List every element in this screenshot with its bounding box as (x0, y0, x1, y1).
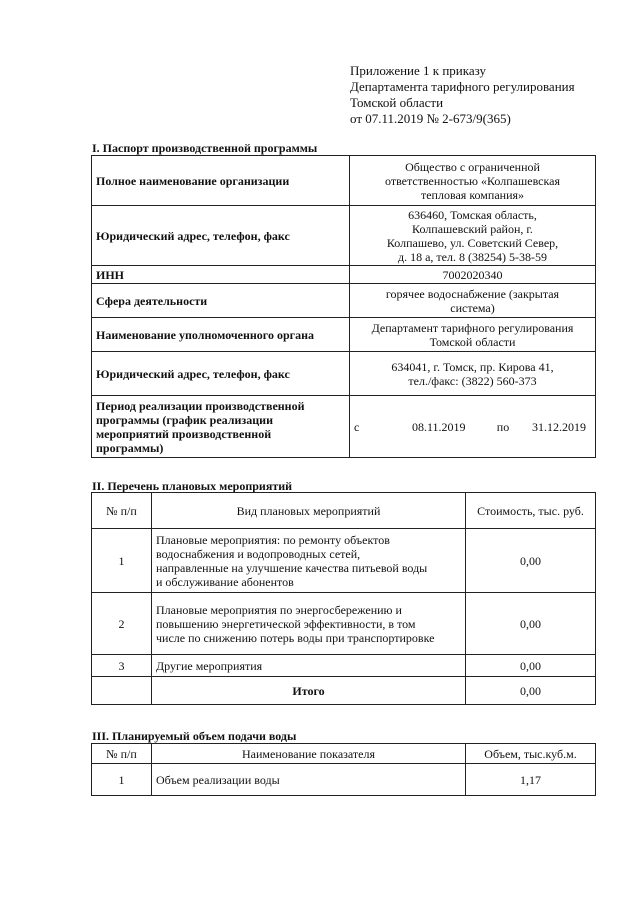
row-label: Полное наименование организации (92, 156, 350, 206)
row-description (152, 529, 466, 593)
table-row (92, 529, 596, 593)
label-line: программы) (96, 440, 164, 455)
row-label: ИНН (92, 266, 350, 284)
label-line: мероприятий производственной (96, 426, 272, 441)
value-line: ответственностью «Колпашевская (384, 173, 560, 188)
row-value (350, 206, 596, 266)
table-row (92, 318, 596, 352)
column-header: Стоимость, тыс. руб. (466, 493, 596, 529)
column-header: Объем, тыс.куб.м. (466, 744, 596, 764)
value-line: Колпашевский район, г. (412, 221, 533, 236)
column-header: № п/п (92, 493, 152, 529)
row-description (152, 655, 466, 677)
table-row (92, 206, 596, 266)
row-value (350, 318, 596, 352)
period-to-word: по (496, 419, 510, 434)
value-line: Колпашево, ул. Советский Север, (386, 235, 559, 250)
description-line: числе по снижению потерь воды при транспортировке (156, 630, 435, 645)
table-header-row (92, 493, 596, 529)
section-title-measures: II. Перечень плановых мероприятий (92, 479, 293, 493)
total-row (92, 677, 596, 705)
volume-table (91, 743, 596, 796)
row-indicator: Объем реализации воды (152, 764, 466, 796)
table-row (92, 764, 596, 796)
row-value (350, 266, 596, 284)
row-value (350, 284, 596, 318)
row-number: 2 (92, 593, 152, 655)
appendix-line: Департамента тарифного регулирования (350, 79, 575, 94)
period-from-word: с (354, 419, 360, 434)
passport-table (91, 155, 596, 458)
period-to-date: 31.12.2019 (532, 419, 586, 434)
column-header: № п/п (92, 744, 152, 764)
description-line: водоснабжения и водопроводных сетей, (156, 546, 361, 561)
column-header: Вид плановых мероприятий (152, 493, 466, 529)
row-number: 1 (92, 529, 152, 593)
section-title-volume: III. Планируемый объем подачи воды (92, 729, 297, 743)
section-title-passport: I. Паспорт производственной программы (92, 141, 318, 155)
value-line: Общество с ограниченной (405, 159, 540, 174)
appendix-line: от 07.11.2019 № 2-673/9(365) (350, 111, 511, 126)
value-line: Департамент тарифного регулирования (371, 320, 574, 335)
row-cost: 0,00 (466, 593, 596, 655)
value-line: 636460, Томская область, (408, 207, 537, 222)
row-cost: 0,00 (466, 529, 596, 593)
row-value (350, 156, 596, 206)
label-line: Период реализации производственной (96, 398, 305, 413)
value-line: горячее водоснабжение (закрытая (385, 286, 560, 301)
row-number: 1 (92, 764, 152, 796)
value-line: 634041, г. Томск, пр. Кирова 41, (391, 359, 554, 374)
description-line: Плановые мероприятия: по ремонту объектов (156, 532, 390, 547)
label-line: программы (график реализации (96, 412, 273, 427)
row-cost: 0,00 (466, 655, 596, 677)
value-line: система) (450, 300, 495, 315)
period-from-date: 08.11.2019 (412, 419, 466, 434)
appendix-header (350, 63, 575, 127)
measures-table (91, 492, 596, 705)
value-line: д. 18 а, тел. 8 (38254) 5-38-59 (398, 249, 547, 264)
table-row (92, 352, 596, 396)
total-spacer (92, 677, 152, 705)
value-line: 7002020340 (442, 267, 503, 282)
value-line: Томской области (429, 334, 516, 349)
appendix-line: Приложение 1 к приказу (350, 63, 487, 78)
table-row (92, 266, 596, 284)
row-description (152, 593, 466, 655)
row-label: Наименование уполномоченного органа (92, 318, 350, 352)
description-line: и обслуживание абонентов (156, 574, 294, 589)
row-label: Сфера деятельности (92, 284, 350, 318)
period-label (92, 396, 350, 458)
row-label: Юридический адрес, телефон, факс (92, 352, 350, 396)
value-line: тел./факс: (3822) 560-373 (408, 373, 537, 388)
description-line: направленные на улучшение качества питьевой воды (156, 560, 428, 575)
value-line: тепловая компания» (420, 187, 525, 202)
description-line: повышению энергетической эффективности, в том (156, 616, 416, 631)
column-header: Наименование показателя (152, 744, 466, 764)
period-value (350, 396, 596, 458)
total-label: Итого (152, 677, 466, 705)
row-label: Юридический адрес, телефон, факс (92, 206, 350, 266)
description-line: Другие мероприятия (156, 658, 263, 673)
table-row (92, 156, 596, 206)
row-volume: 1,17 (466, 764, 596, 796)
table-row (92, 655, 596, 677)
row-number: 3 (92, 655, 152, 677)
description-line: Плановые мероприятия по энергосбережению и (156, 602, 402, 617)
table-row (92, 593, 596, 655)
table-row (92, 396, 596, 458)
table-row (92, 284, 596, 318)
row-value (350, 352, 596, 396)
total-value: 0,00 (466, 677, 596, 705)
table-header-row (92, 744, 596, 764)
appendix-line: Томской области (350, 95, 444, 110)
